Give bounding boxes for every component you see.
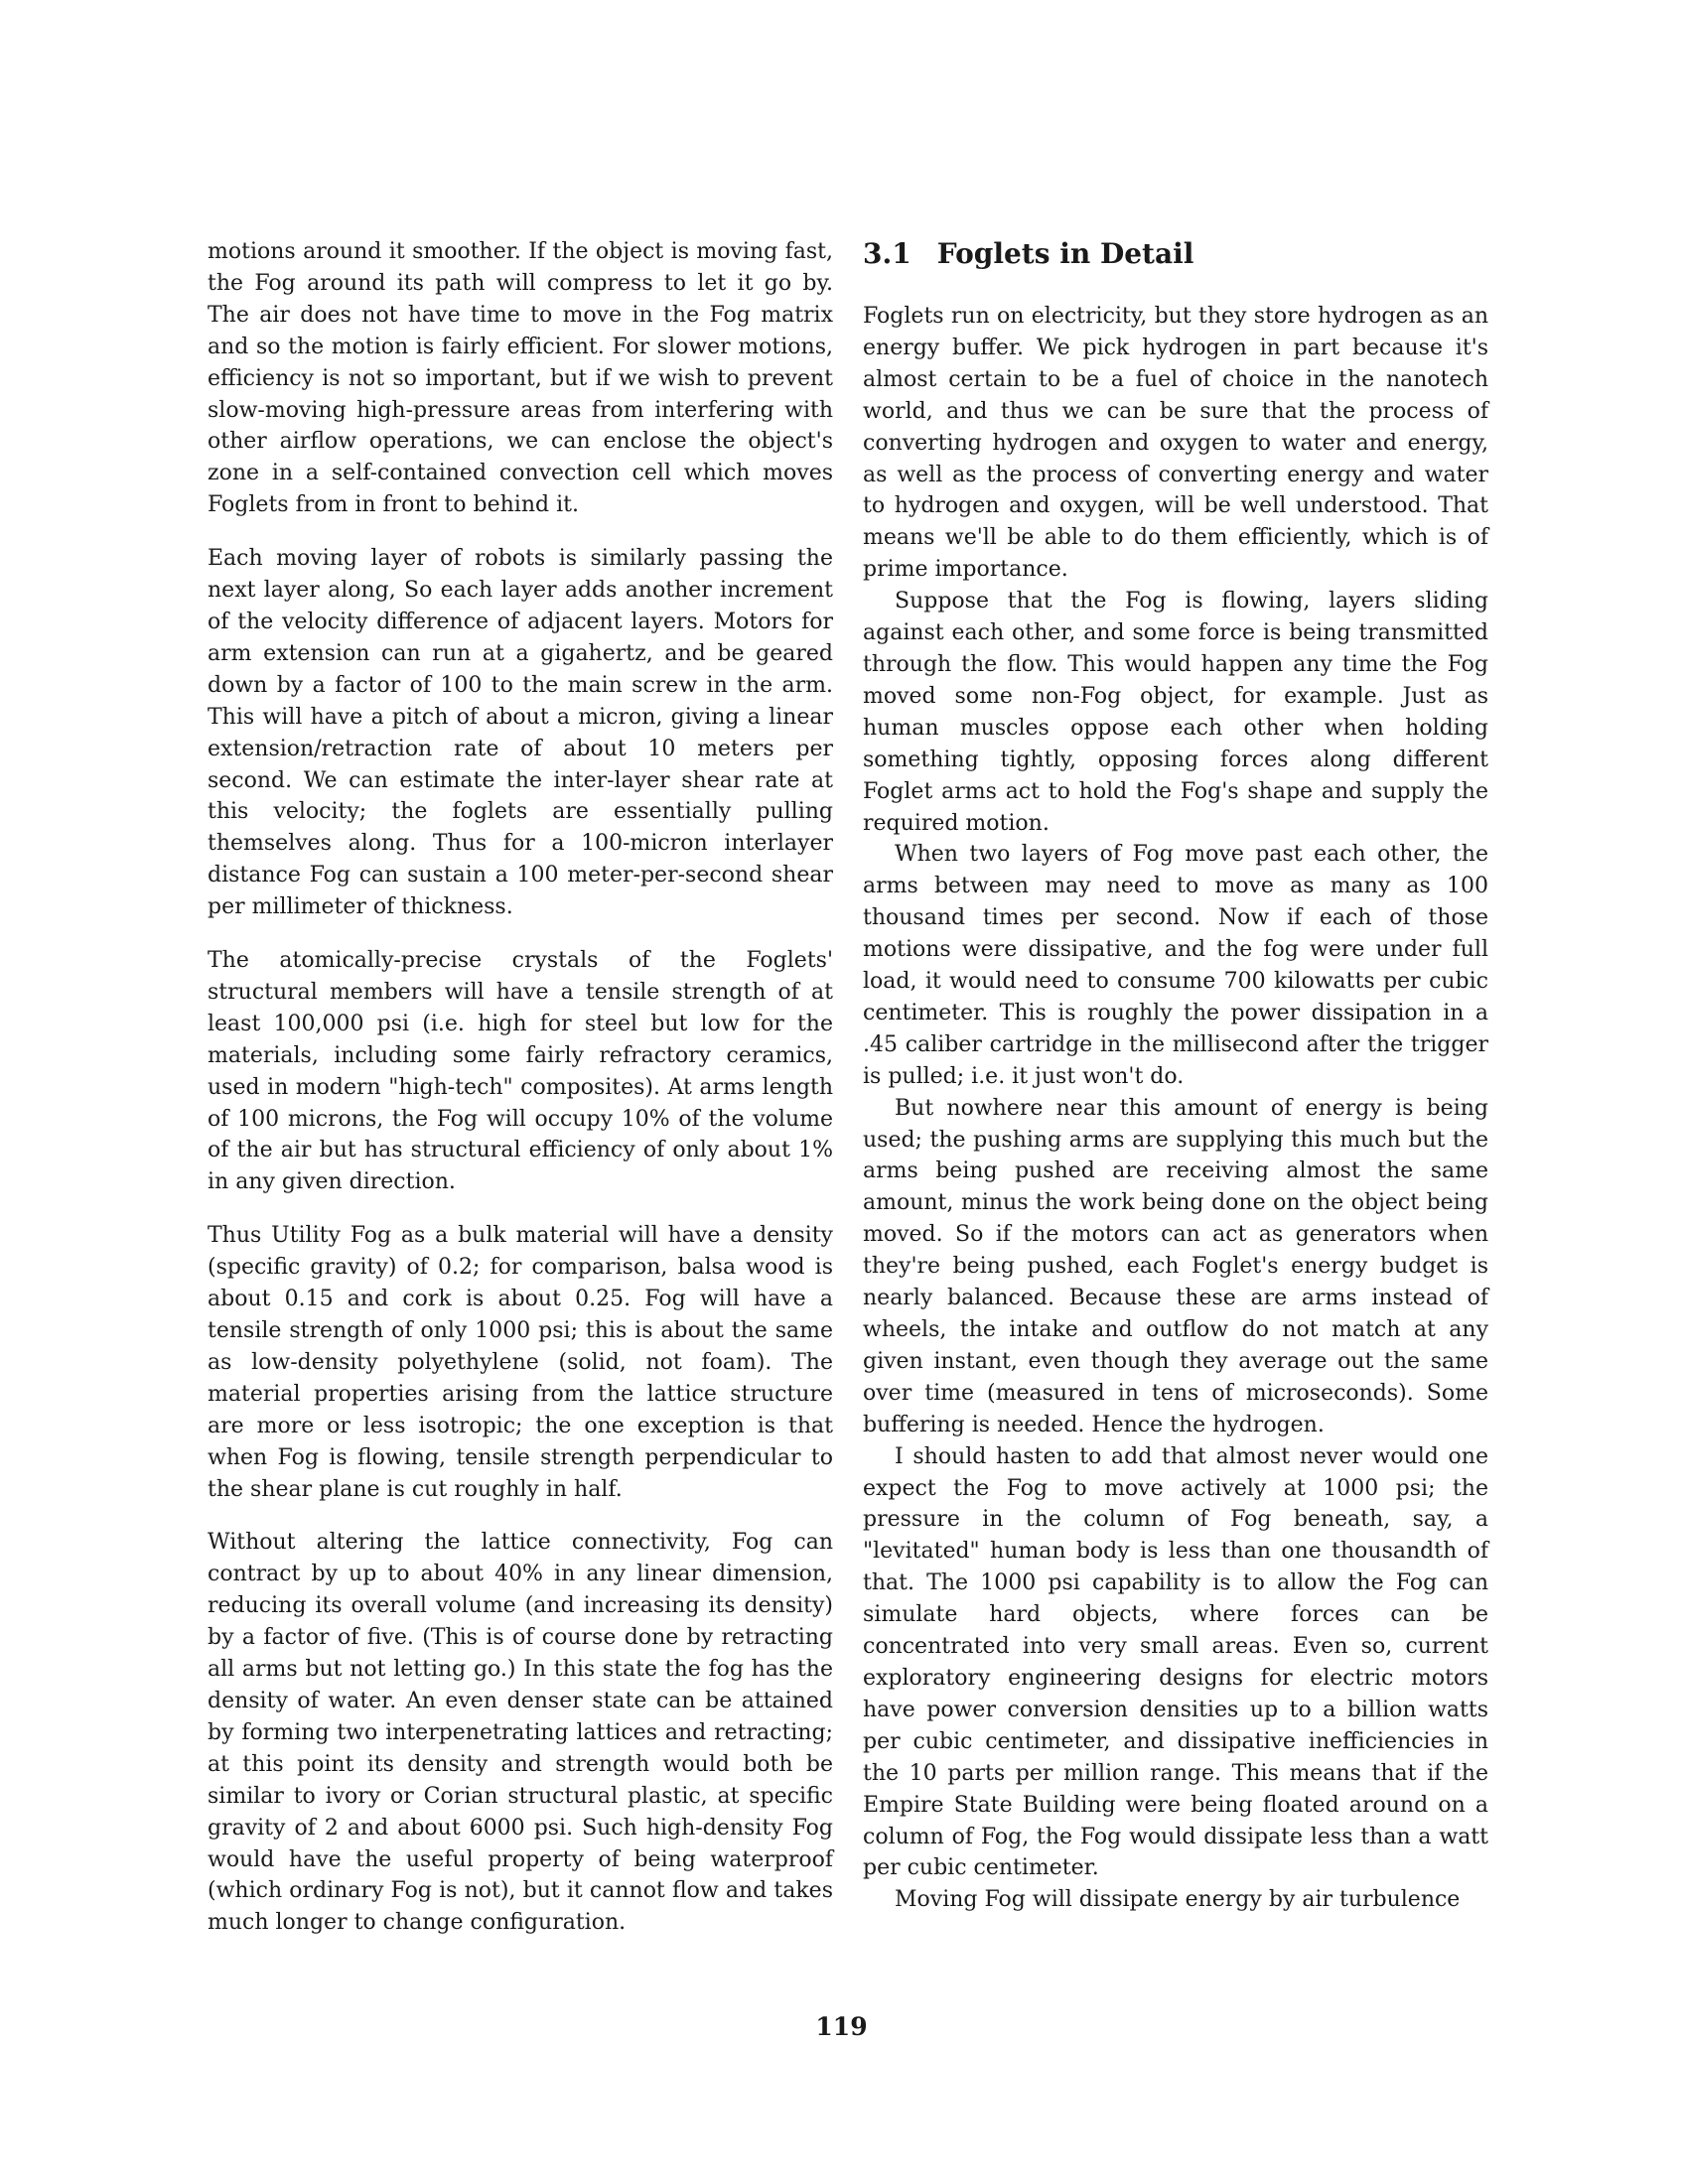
section-heading	[863, 236, 1488, 272]
right-paragraph-2: Suppose that the Fog is flowing, layers sliding against each other, and some force is being transmitted through the flow. This would happen any time the Fog moved some non-Fog object, for example. Just as human muscles oppose each other when holding something tightly, opposing forces along different Foglet arms act to hold the Fog's shape and supply the required motion.	[863, 589, 1488, 836]
right-column	[863, 236, 1488, 1916]
right-paragraph-5: I should hasten to add that almost never would one expect the Fog to move actively at 1000 psi; the pressure in the column of Fog beneath, say, a "levitated" human body is less than one thousandth of that. The 1000 psi capability is to allow the Fog can simulate hard objects, where forces can be concentrated into very small areas. Even so, current exploratory engineering designs for electric motors have power conversion densities up to a billion watts per cubic centimeter, and dissipative inefficiencies in the 10 parts per million range. This means that if the Empire State Building were being floated around on a column of Fog, the Fog would dissipate less than a watt per cubic centimeter.	[863, 1443, 1488, 1881]
left-paragraph-3: The atomically-precise crystals of the Foglets' structural members will have a tensile strength of at least 100,000 psi (i.e. high for steel but low for the materials, including some fairly refractory ceramics, used in modern "high-tech" composites). At arms length of 100 microns, the Fog will occupy 10% of the volume of the air but has structural efficiency of only about 1% in any given direction.	[208, 948, 833, 1195]
right-paragraph-1: Foglets run on electricity, but they store hydrogen as an energy buffer. We pick hydrogen in part because it's almost certain to be a fuel of choice in the nanotech world, and thus we can be sure that the process of converting hydrogen and oxygen to water and energy, as well as the process of converting energy and water to hydrogen and oxygen, will be well understood. That means we'll be able to do them efficiently, which is of prime importance.	[863, 304, 1488, 583]
section-title: Foglets in Detail	[936, 237, 1194, 270]
left-paragraph-4: Thus Utility Fog as a bulk material will have a density (specific gravity) of 0.2; for comparison, balsa wood is about 0.15 and cork is about 0.25. Fog will have a tensile strength of only 1000 psi; this is about the same as low-density polyethylene (solid, not foam). The material properties arising from the lattice structure are more or less isotropic; the one exception is that when Fog is flowing, tensile strength perpendicular to the shear plane is cut roughly in half.	[208, 1223, 833, 1502]
right-paragraph-4: But nowhere near this amount of energy is being used; the pushing arms are supplying this much but the arms being pushed are receiving almost the same amount, minus the work being done on the object being moved. So if the motors can act as generators when they're being pushed, each Foglet's energy budget is nearly balanced. Because these are arms instead of wheels, the intake and outflow do not match at any given instant, even though they average out the same over time (measured in tens of microseconds). Some buffering is needed. Hence the hydrogen.	[863, 1095, 1488, 1437]
section-number: 3.1	[863, 237, 912, 270]
right-paragraph-6: Moving Fog will dissipate energy by air turbulence	[895, 1887, 1461, 1913]
left-paragraph-2: Each moving layer of robots is similarly passing the next layer along, So each layer adds another increment of the velocity difference of adjacent layers. Motors for arm extension can run at a gigahertz, and be geared down by a factor of 100 to the main screw in the arm. This will have a pitch of about a micron, giving a linear extension/retraction rate of about 10 meters per second. We can estimate the inter-layer shear rate at this velocity; the foglets are essentially pulling themselves along. Thus for a 100-micron interlayer distance Fog can sustain a 100 meter-per-second shear per millimeter of thickness.	[208, 546, 833, 920]
left-paragraph-5: Without altering the lattice connectivity, Fog can contract by up to about 40% in any linear dimension, reducing its overall volume (and increasing its density) by a factor of five. (This is of course done by retracting all arms but not letting go.) In this state the fog has the density of water. An even denser state can be attained by forming two interpenetrating lattices and retracting; at this point its density and strength would both be similar to ivory or Corian structural plastic, at specific gravity of 2 and about 6000 psi. Such high-density Fog would have the useful property of being waterproof (which ordinary Fog is not), but it cannot flow and takes much longer to change configuration.	[208, 1530, 833, 1936]
left-column	[208, 236, 833, 1939]
left-paragraph-1: motions around it smoother. If the object is moving fast, the Fog around its path will compress to let it go by. The air does not have time to move in the Fog matrix and so the motion is fairly efficient. For slower motions, efficiency is not so important, but if we wish to prevent slow-moving high-pressure areas from interfering with other airflow operations, we can enclose the object's zone in a self-contained convection cell which moves Foglets from in front to behind it.	[208, 239, 833, 518]
right-paragraph-3: When two layers of Fog move past each other, the arms between may need to move as many as 100 thousand times per second. Now if each of those motions were dissipative, and the fog were under full load, it would need to consume 700 kilowatts per cubic centimeter. This is roughly the power dissipation in a .45 caliber cartridge in the millisecond after the trigger is pulled; i.e. it just won't do.	[863, 842, 1488, 1089]
page-number: 119	[815, 2012, 868, 2041]
